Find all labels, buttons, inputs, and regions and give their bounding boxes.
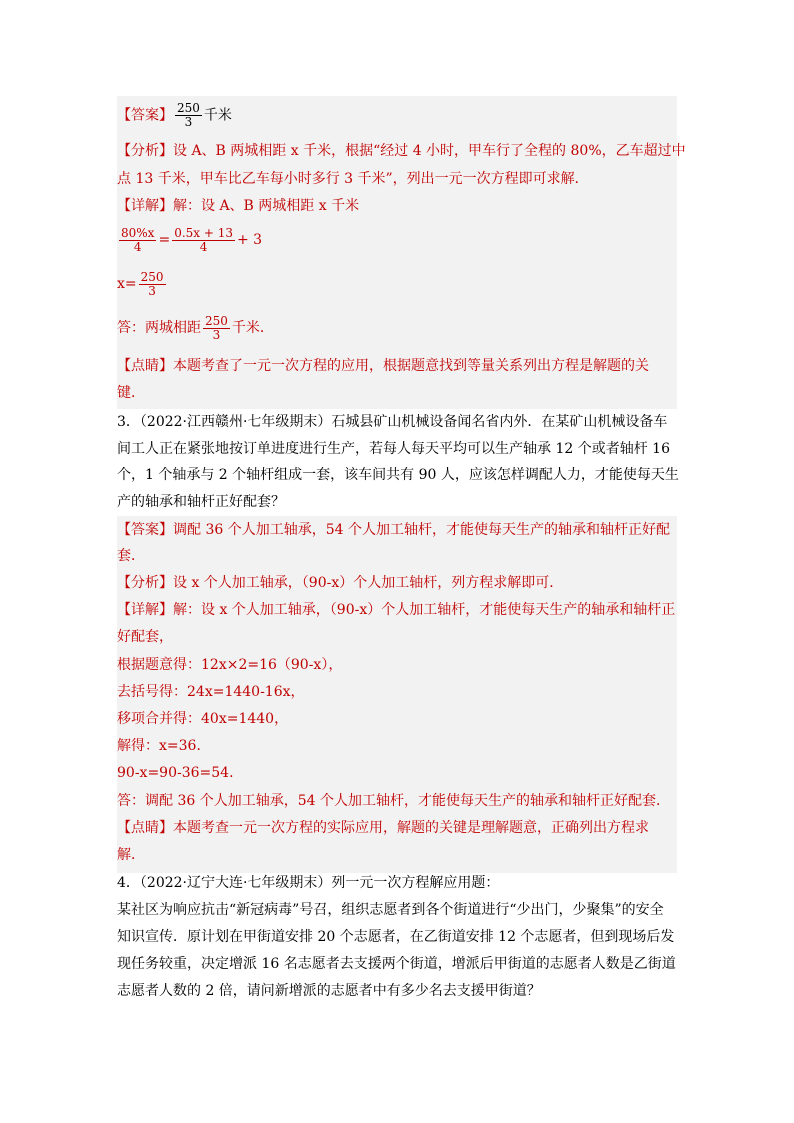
q4-line-4: 现任务较重，决定增派 16 名志愿者去支援两个街道，增派后甲街道的志愿者人数是乙街道 [117, 956, 676, 972]
q3-line-3: 个，1 个轴承与 2 个轴杆组成一套，该车间共有 90 人，应该怎样调配人力，才能使每天生 [117, 467, 679, 483]
x-result-line: x= $\frac{250}{3}$ [117, 269, 164, 298]
q3-analysis-line: 【分析】设 x 个人加工轴承，（90-x）个人加工轴杆，列方程求解即可． [117, 575, 564, 591]
comment-line-2: 键． [117, 385, 145, 401]
q3-detail-line-2: 好配套， [117, 629, 173, 645]
q3-answer-line-1: 【答案】调配 36 个人加工轴承，54 个人加工轴杆，才能使每天生产的轴承和轴杆正好配 [117, 522, 670, 538]
q4-line-2: 某社区为响应抗击“新冠病毒”号召，组织志愿者到各个街道进行“少出门，少聚集”的安全 [117, 902, 664, 918]
q3-step-5: 90-x=90-36=54． [117, 765, 244, 781]
detail-line-1: 【详解】解：设 A、B 两城相距 x 千米 [117, 198, 360, 214]
q3-line-4: 产的轴承和轴杆正好配套？ [117, 494, 285, 510]
q4-line-5: 志愿者人数的 2 倍，请问新增派的志愿者中有多少名去支援甲街道？ [117, 983, 541, 999]
q3-step-2: 去括号得：24x=1440-16x， [117, 684, 305, 700]
q3-detail-line-1: 【详解】解：设 x 个人加工轴承，（90-x）个人加工轴杆，才能使每天生产的轴承和轴杆正 [117, 602, 676, 618]
answer-line: 【答案】 $\frac{250}{3}$ 千米 [117, 101, 232, 129]
analysis-line-1: 【分析】设 A、B 两城相距 x 千米，根据“经过 4 小时，甲车行了全程的 80%，乙车超过中 [117, 143, 686, 159]
q4-line-1: 4．（2022·辽宁大连·七年级期末）列一元一次方程解应用题： [117, 875, 500, 891]
q3-step-1: 根据题意得：12x×2=16（90-x）， [117, 657, 343, 673]
analysis-line-2: 点 13 千米，甲车比乙车每小时多行 3 千米”，列出一元一次方程即可求解． [117, 171, 589, 187]
q3-conclusion: 答：调配 36 个人加工轴承，54 个人加工轴杆，才能使每天生产的轴承和轴杆正好配套． [117, 793, 670, 809]
comment-line-1: 【点睛】本题考查了一元一次方程的应用，根据题意找到等量关系列出方程是解题的关 [117, 358, 649, 374]
q3-line-1: 3．（2022·江西赣州·七年级期末）石城县矿山机械设备闻名省内外．在某矿山机械设备车 [117, 414, 668, 430]
q3-answer-line-2: 套． [117, 548, 145, 564]
q3-step-4: 解得：x=36． [117, 738, 211, 754]
answer-fraction: $\frac{250}{3}$ [177, 101, 200, 129]
q3-line-2: 间工人正在紧张地按订单进度进行生产，若每人每天平均可以生产轴承 12 个或者轴杆 16 [117, 441, 670, 457]
final-answer-line: 答：两城相距 $\frac{250}{3}$ 千米． [117, 313, 274, 342]
q3-comment-line-2: 解． [117, 847, 145, 863]
equation-line: $\frac{80\%x}{4}$ = $\frac{0.5x + 13}{4}$ + 3 [121, 225, 263, 254]
q3-comment-line-1: 【点睛】本题考查一元一次方程的实际应用，解题的关键是理解题意，正确列出方程求 [117, 820, 649, 836]
q3-step-3: 移项合并得：40x=1440， [117, 711, 289, 727]
q4-line-3: 知识宣传．原计划在甲街道安排 20 个志愿者，在乙街道安排 12 个志愿者，但到现场后发 [117, 929, 675, 945]
